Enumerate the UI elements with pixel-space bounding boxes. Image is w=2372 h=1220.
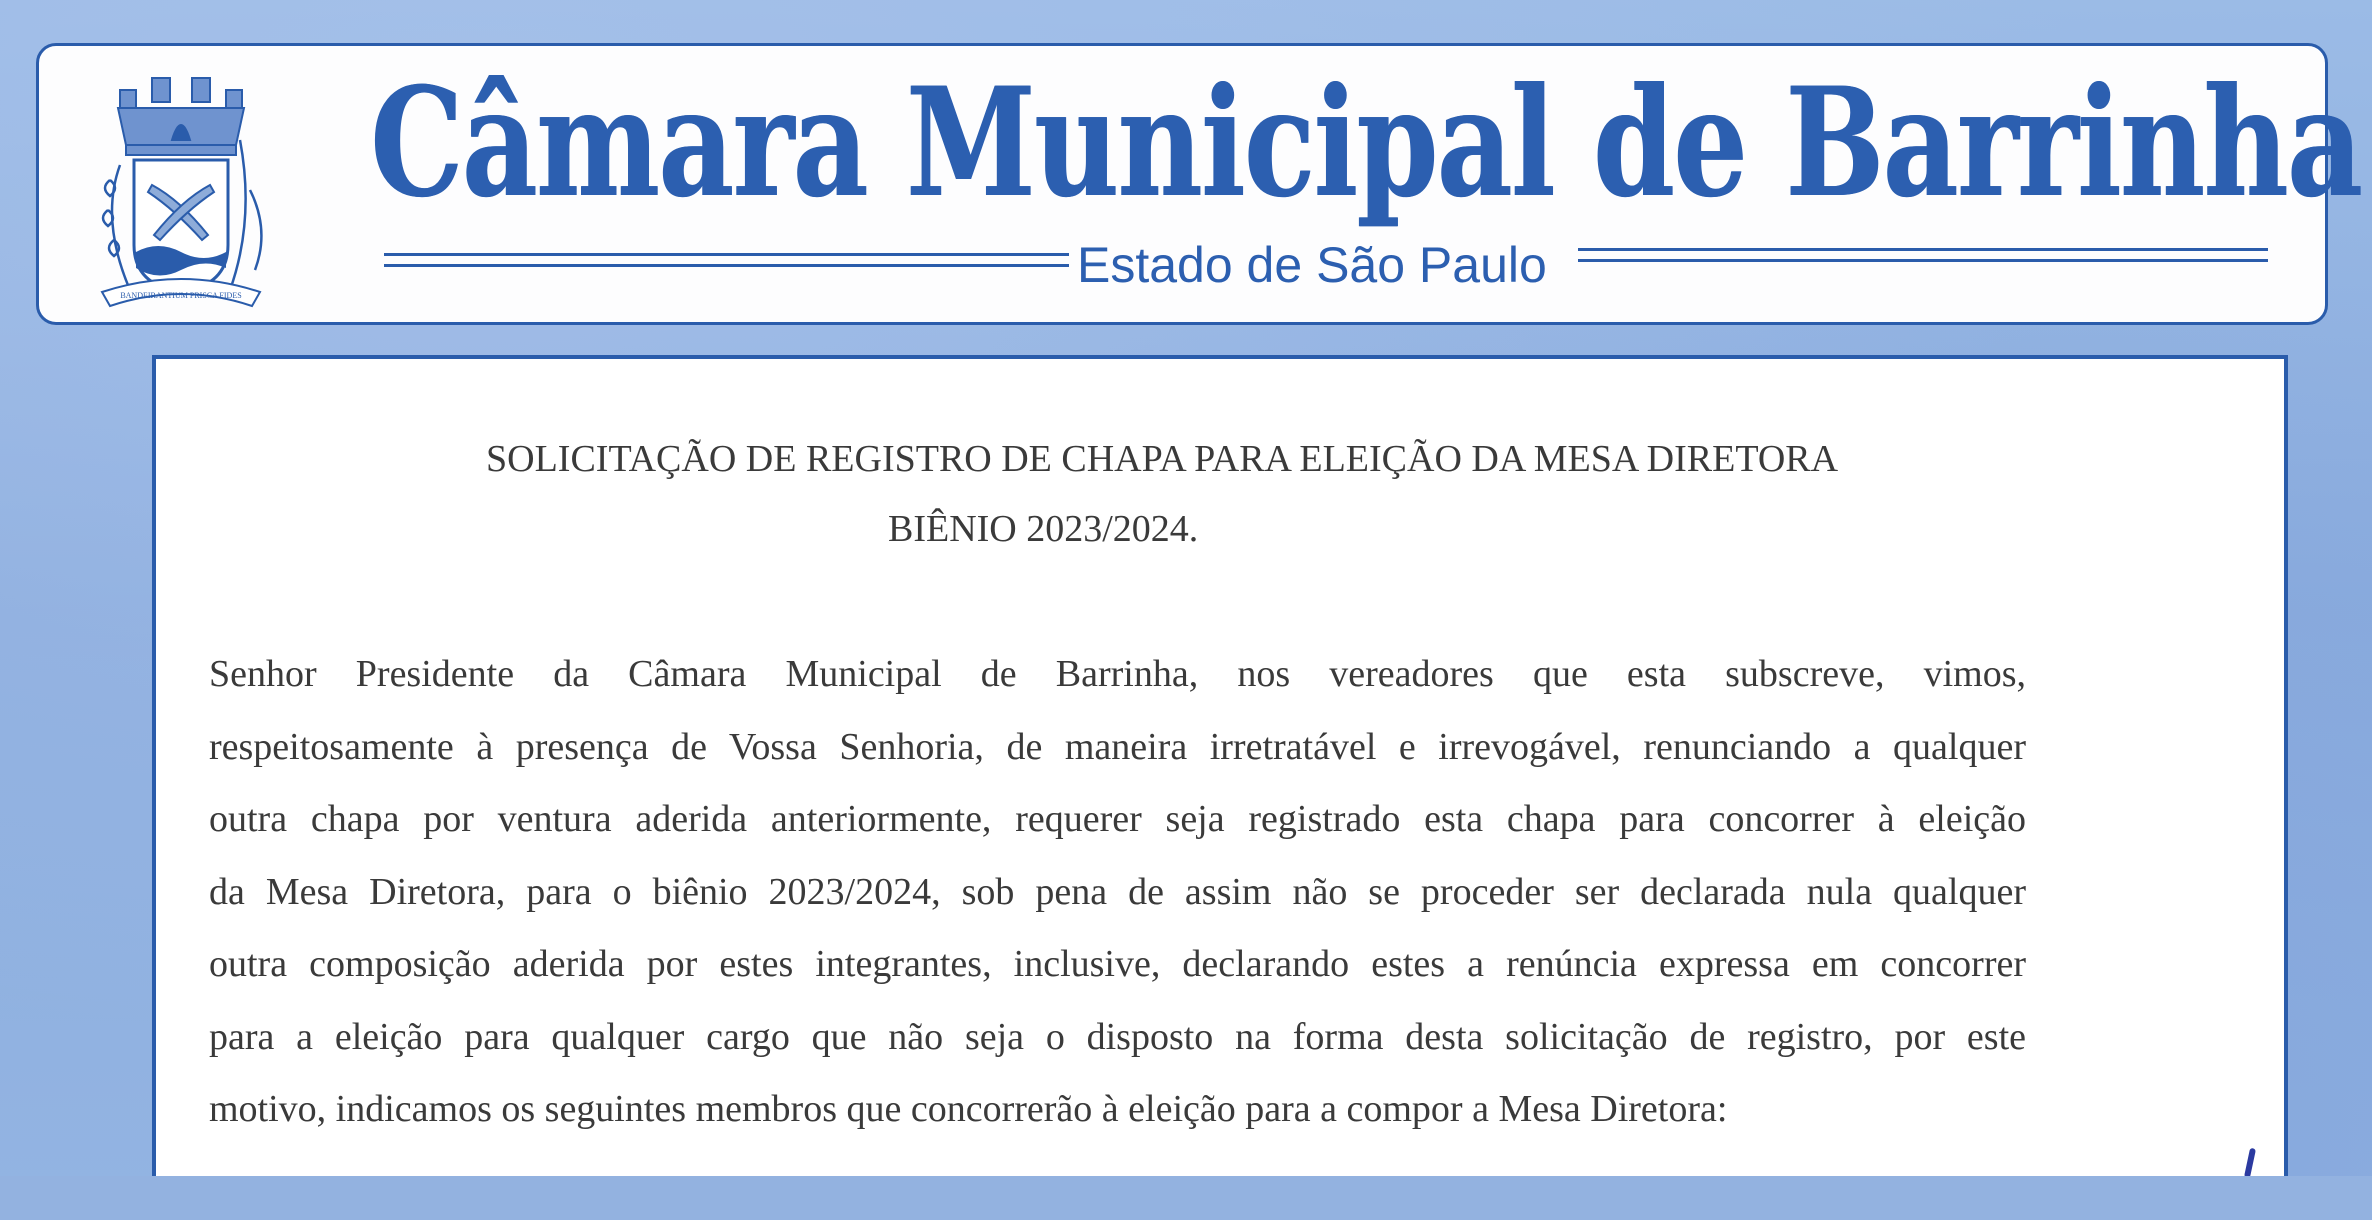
- document-body: [152, 355, 2288, 1176]
- institution-title: Câmara Municipal de Barrinha: [370, 55, 2361, 231]
- paragraph-line: outra composição aderida por estes integrantes, inclusive, declarando estes a renúncia expressa em concorrer: [209, 943, 2026, 985]
- paragraph-line: Senhor Presidente da Câmara Municipal de Barrinha, nos vereadores que esta subscreve, vimos,: [209, 653, 2026, 695]
- request-paragraph: [209, 638, 2026, 1146]
- rule-left-bottom: [384, 264, 1069, 267]
- paragraph-line: para a eleição para qualquer cargo que não seja o disposto na forma desta solicitação de registro, por este: [209, 1015, 2026, 1058]
- coat-of-arms-icon: [80, 70, 285, 315]
- svg-text:BANDEIRANTIUM PRISCA FIDES: BANDEIRANTIUM PRISCA FIDES: [120, 291, 242, 300]
- document-heading: SOLICITAÇÃO DE REGISTRO DE CHAPA PARA ELEIÇÃO DA MESA DIRETORA: [486, 438, 1839, 480]
- paragraph-line: motivo, indicamos os seguintes membros que concorrerão à eleição para a compor a Mesa Diretora:: [209, 1088, 1728, 1130]
- paragraph-line: respeitosamente à presença de Vossa Senhoria, de maneira irretratável e irrevogável, renunciando a qualquer: [209, 725, 2026, 768]
- rule-right-top: [1578, 248, 2268, 251]
- paragraph-line: outra chapa por ventura aderida anteriormente, requerer seja registrado esta chapa para concorrer à eleição: [209, 798, 2026, 840]
- page-bottom-margin: [0, 1176, 2372, 1220]
- document-subheading: BIÊNIO 2023/2024.: [888, 508, 1199, 550]
- state-subtitle: Estado de São Paulo: [1077, 237, 1547, 293]
- paragraph-line: da Mesa Diretora, para o biênio 2023/2024, sob pena de assim não se proceder ser declarada nula qualquer: [209, 870, 2026, 913]
- rule-right-bottom: [1578, 259, 2268, 262]
- rule-left-top: [384, 253, 1069, 256]
